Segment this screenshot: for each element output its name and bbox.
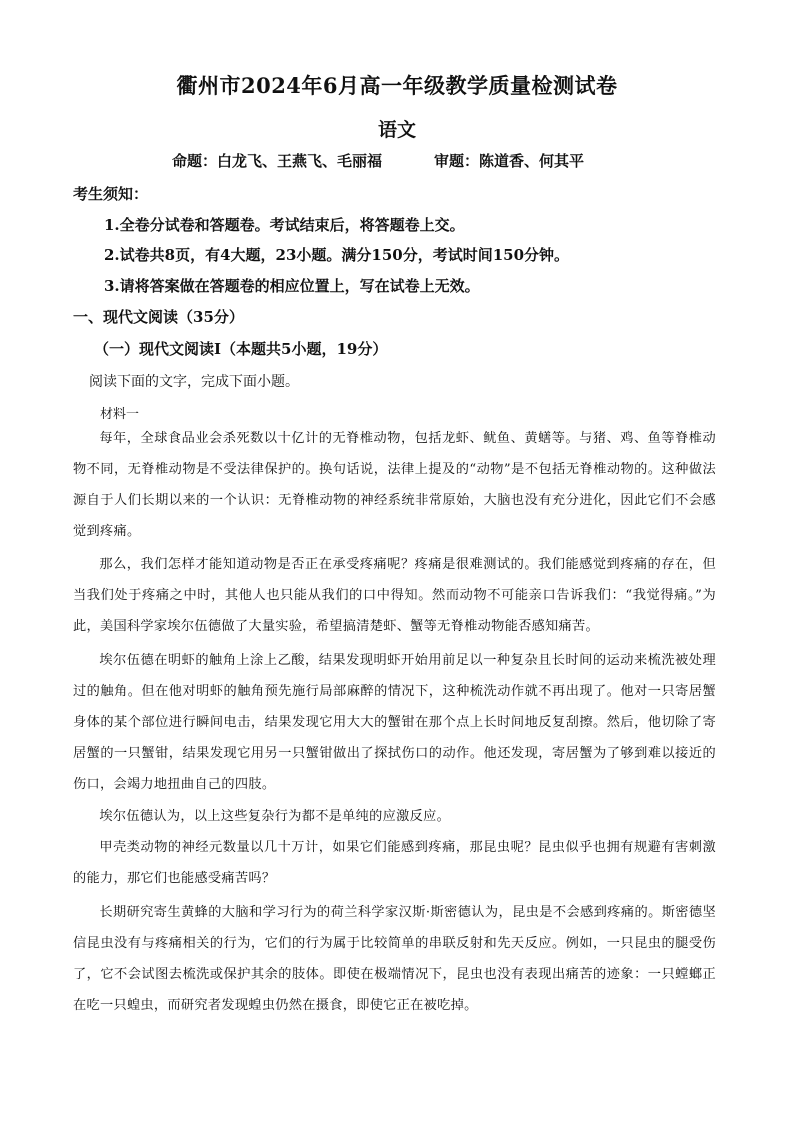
paragraph: 埃尔伍德在明虾的触角上涂上乙酸，结果发现明虾开始用前足以一种复杂且长时间的运动来梳洗被处理过的触角。但在他对明虾的触角预先施行局部麻醉的情况下，这种梳洗动作就不再出现了。他对一只寄居蟹身体的某个部位进行瞬间电击，结果发现它用大大的蟹钳在那个点上长时间地反复刮擦。然后，他切除了寄居蟹的一只蟹钳，结果发现它用另一只蟹钳做出了探拭伤口的动作。他还发现，寄居蟹为了够到难以接近的伤口，会竭力地扭曲自己的四肢。 <box>73 653 716 792</box>
authors-text: 命题：白龙飞、王燕飞、毛丽福 <box>172 152 383 170</box>
reading-instruction: 阅读下面的文字，完成下面小题。 <box>89 374 299 390</box>
notice-heading: 考生须知： <box>73 185 149 203</box>
subject-title: 语文 <box>377 119 416 141</box>
notice-item-1: 1.全卷分试卷和答题卷。考试结束后，将答题卷上交。 <box>104 216 465 234</box>
exam-title: 衢州市2024年6月高一年级教学质量检测试卷 <box>176 73 618 98</box>
reviewers-text: 审题：陈道香、何其平 <box>434 152 585 170</box>
subsection-heading: （一）现代文阅读Ⅰ（本题共5小题，19分） <box>94 340 388 358</box>
authors-line <box>172 150 584 171</box>
paragraph: 长期研究寄生黄蜂的大脑和学习行为的荷兰科学家汉斯·斯密德认为，昆虫是不会感到疼痛的。斯密德坚信昆虫没有与疼痛相关的行为，它们的行为属于比较简单的串联反射和先天反应。例如，一只昆虫的腿受伤了，它不会试图去梳洗或保护其余的肢体。即使在极端情况下，昆虫也没有表现出痛苦的迹象：一只螳螂正在吃一只蝗虫，而研究者发现蝗虫仍然在摄食，即使它正在被吃掉。 <box>73 905 716 1013</box>
section-heading: 一、现代文阅读（35分） <box>73 308 244 326</box>
paragraph: 那么，我们怎样才能知道动物是否正在承受疼痛呢？疼痛是很难测试的。我们能感觉到疼痛的存在，但当我们处于疼痛之中时，其他人也只能从我们的口中得知。然而动物不可能亲口告诉我们：“我觉得痛。”为此，美国科学家埃尔伍德做了大量实验，希望搞清楚虾、蟹等无脊椎动物能否感知痛苦。 <box>73 557 716 634</box>
material-label: 材料一 <box>100 407 140 422</box>
paragraph: 甲壳类动物的神经元数量以几十万计，如果它们能感到疼痛，那昆虫呢？昆虫似乎也拥有规避有害刺激的能力，那它们也能感受痛苦吗？ <box>73 840 716 886</box>
paragraph: 每年，全球食品业会杀死数以十亿计的无脊椎动物，包括龙虾、鱿鱼、黄蟮等。与猪、鸡、鱼等脊椎动物不同，无脊椎动物是不受法律保护的。换句话说，法律上提及的“动物”是不包括无脊椎动物的。这种做法源自于人们长期以来的一个认识：无脊椎动物的神经系统非常原始，大脑也没有充分进化，因此它们不会感觉到疼痛。 <box>73 431 716 539</box>
notice-item-2: 2.试卷共8页，有4大题，23小题。满分150分，考试时间150分钟。 <box>104 246 570 264</box>
paragraph: 埃尔伍德认为，以上这些复杂行为都不是单纯的应激反应。 <box>99 809 451 824</box>
notice-item-3: 3.请将答案做在答题卷的相应位置上，写在试卷上无效。 <box>104 277 480 295</box>
